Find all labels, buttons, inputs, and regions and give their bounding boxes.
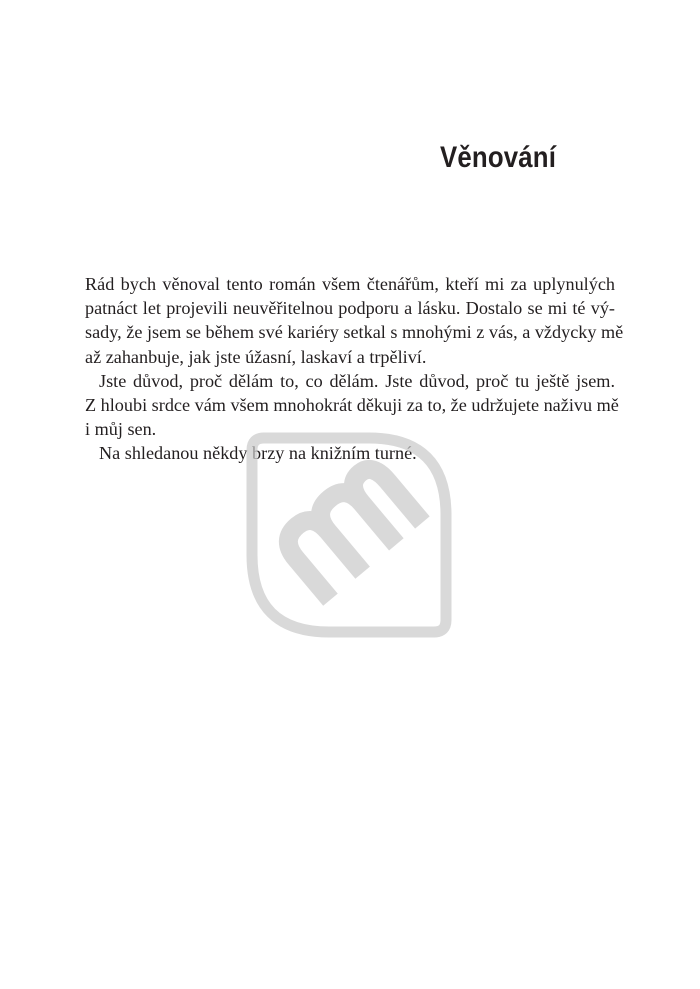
- text-line: sady, že jsem se během své kariéry setkal s mnohými z vás, a vždycky mě: [85, 322, 624, 343]
- watermark-frame-shape: [252, 438, 446, 632]
- text-line: Z hloubi srdce vám všem mnohokrát děkuji za to, že udržujete naživu mě: [85, 395, 619, 416]
- text-line: patnáct let projevili neuvěřitelnou podporu a lásku. Dostalo se mi té vý-: [85, 298, 615, 319]
- text-line: Rád bych věnoval tento román všem čtenářům, kteří mi za uplynulých: [85, 274, 615, 294]
- dedication-text: [85, 272, 624, 466]
- text-line: i můj sen.: [85, 419, 157, 440]
- text-line: až zahanbuje, jak jste úžasní, laskaví a trpěliví.: [85, 346, 427, 367]
- page-title: Věnování: [440, 141, 557, 174]
- text-line: Na shledanou někdy brzy na knižním turné.: [99, 443, 417, 464]
- text-line: Jste důvod, proč dělám to, co dělám. Jste důvod, proč tu ještě jsem.: [99, 370, 615, 391]
- watermark-m-shape: [280, 463, 422, 600]
